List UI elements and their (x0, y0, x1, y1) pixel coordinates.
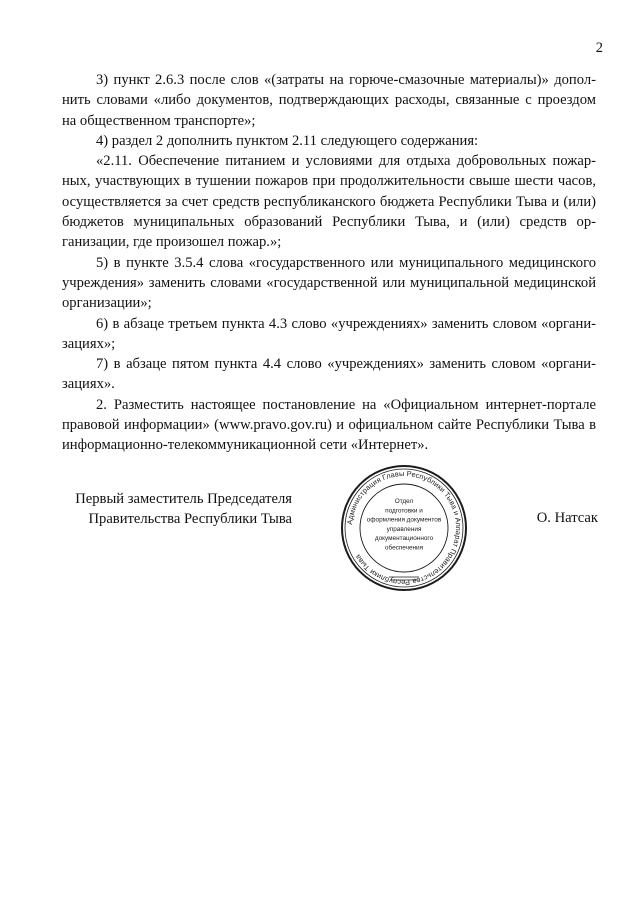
seal-center-line: обеспечения (384, 544, 424, 552)
official-seal (339, 463, 469, 593)
seal-center-line: подготовки и (385, 507, 423, 515)
seal-center-line: оформления документов (366, 516, 442, 524)
paragraph-item-7: 7) в абзаце пятом пункта 4.4 слово «учреждениях» заменить словом «организациях». (62, 356, 596, 393)
document-body (62, 70, 596, 456)
paragraph-item-3: 3) пункт 2.6.3 после слов «(затраты на горюче-смазочные материалы)» дополнить словами «либо документов, подтверждающих расходы, связанные с проездом на общественном транспорте»; (62, 72, 596, 129)
seal-center-line: Отдел (394, 498, 414, 505)
page-number: 2 (595, 40, 603, 56)
signatory-title-line2: Правительства Республики Тыва (88, 511, 292, 528)
signatory-title (62, 489, 292, 530)
signatory-title-line1: Первый заместитель Председателя (75, 491, 292, 507)
seal-ring-text: Администрация Главы Республики Тыва и Аппарат Правительства Республики Тыва (345, 468, 464, 588)
seal-center-line: управления (386, 525, 422, 533)
paragraph-item-4: 4) раздел 2 дополнить пунктом 2.11 следующего содержания: (96, 132, 479, 149)
seal-center-line: документационного (374, 535, 434, 543)
signatory-name: О. Натсак (536, 510, 598, 526)
paragraph-clause-2-11: «2.11. Обеспечение питанием и условиями для отдыха добровольных пожарных, участвующих в тушении пожаров при продолжительности свыше шести часов, осуществляется за счет средств республиканского бюджета Республики Тыва и (или) бюджетов муниципальных образований Республики Тыва, и (или) средств организации, где произошел пожар.»; (62, 153, 596, 251)
signature-block (0, 489, 640, 609)
seal-center-text (367, 498, 442, 552)
paragraph-publication: 2. Разместить настоящее постановление на «Официальном интернет-портале правовой информации» (www.pravo.gov.ru) и официальном сайте Республики Тыва в информационно-телекоммуникационной сети «Интернет». (62, 396, 596, 454)
paragraph-item-6: 6) в абзаце третьем пункта 4.3 слово «учреждениях» заменить словом «организациях»; (62, 315, 596, 352)
paragraph-item-5: 5) в пункте 3.5.4 слова «государственного или муниципального медицинского учреждения» заменить словами «государственной или муниципальной медицинской организации»; (62, 254, 596, 312)
